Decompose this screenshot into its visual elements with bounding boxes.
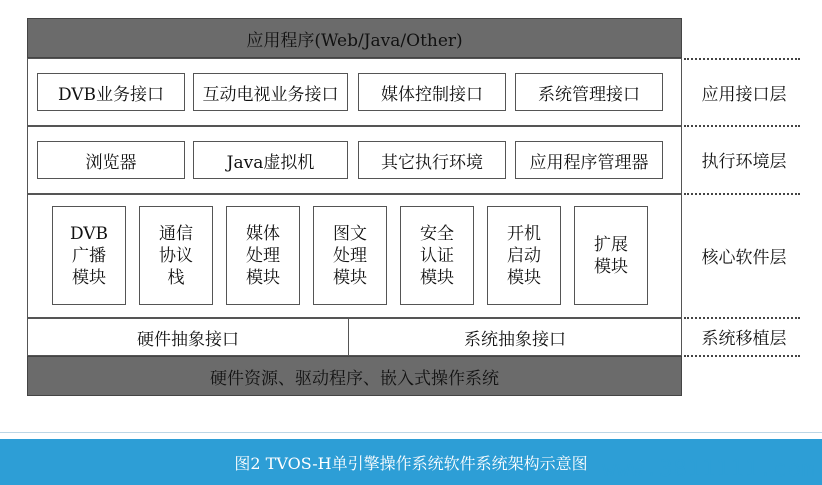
hardware-os-label: 硬件资源、驱动程序、嵌入式操作系统 bbox=[210, 368, 499, 389]
exec-browser bbox=[37, 141, 185, 179]
exec-item-label: 浏览器 bbox=[85, 152, 137, 173]
exec-java-vm bbox=[193, 141, 348, 179]
api-item-label: DVB业务接口 bbox=[57, 84, 165, 105]
port-item-label: 硬件抽象接口 bbox=[137, 329, 239, 350]
application-layer-label: 应用程序(Web/Java/Other) bbox=[246, 30, 463, 51]
exec-item-label: Java虚拟机 bbox=[226, 152, 315, 173]
module-line: 广播 bbox=[71, 245, 106, 266]
layer-label-core bbox=[684, 195, 804, 315]
hardware-os-bar bbox=[27, 356, 682, 396]
module-line: 模块 bbox=[507, 267, 541, 288]
api-item-label: 系统管理接口 bbox=[538, 84, 640, 105]
core-module-security bbox=[400, 206, 474, 305]
module-line: 模块 bbox=[71, 267, 106, 288]
layer-label-text: 执行环境层 bbox=[701, 151, 787, 172]
application-layer-bar bbox=[27, 18, 682, 58]
core-module-graphics bbox=[313, 206, 387, 305]
module-line: 处理 bbox=[246, 245, 280, 266]
module-line: 安全 bbox=[420, 223, 454, 244]
api-media-control bbox=[358, 73, 506, 111]
caption-top-line bbox=[0, 432, 822, 433]
layer-label-text: 系统移植层 bbox=[701, 329, 787, 349]
api-dvb-service bbox=[37, 73, 185, 111]
module-line: 模块 bbox=[333, 267, 367, 288]
core-module-boot bbox=[487, 206, 561, 305]
exec-other-env bbox=[358, 141, 506, 179]
core-module-dvb-broadcast bbox=[52, 206, 126, 305]
module-line: 模块 bbox=[594, 256, 628, 277]
module-line: 开机 bbox=[507, 223, 541, 244]
module-line: 模块 bbox=[246, 267, 280, 288]
module-line: 通信 bbox=[159, 223, 193, 244]
module-line: 协议 bbox=[159, 245, 193, 266]
module-line: 启动 bbox=[507, 245, 541, 266]
exec-app-manager bbox=[515, 141, 663, 179]
port-item-label: 系统抽象接口 bbox=[464, 329, 566, 350]
watermark bbox=[600, 457, 816, 485]
exec-item-label: 其它执行环境 bbox=[381, 152, 483, 173]
api-item-label: 互动电视业务接口 bbox=[202, 84, 339, 105]
core-module-comm-stack bbox=[139, 206, 213, 305]
port-hardware-abstraction bbox=[27, 318, 349, 356]
api-interactive-tv bbox=[193, 73, 348, 111]
figure-caption: 图2 TVOS-H单引擎操作系统软件系统架构示意图 bbox=[234, 453, 588, 473]
layer-label-text: 应用接口层 bbox=[701, 84, 787, 105]
watermark-text: www.3811111.com bbox=[602, 457, 816, 482]
module-line: 栈 bbox=[167, 267, 185, 288]
port-system-abstraction bbox=[348, 318, 682, 356]
layer-label-text: 核心软件层 bbox=[701, 247, 787, 268]
core-module-media bbox=[226, 206, 300, 305]
module-line: DVB bbox=[69, 223, 109, 244]
api-system-management bbox=[515, 73, 663, 111]
core-module-extension bbox=[574, 206, 648, 305]
module-line: 处理 bbox=[333, 245, 367, 266]
layer-label-port bbox=[684, 319, 804, 354]
module-line: 模块 bbox=[420, 267, 454, 288]
api-item-label: 媒体控制接口 bbox=[381, 84, 483, 105]
module-line: 媒体 bbox=[246, 223, 280, 244]
module-line: 扩展 bbox=[594, 234, 628, 255]
exec-item-label: 应用程序管理器 bbox=[529, 152, 649, 173]
layer-label-exec bbox=[684, 127, 804, 191]
module-line: 认证 bbox=[420, 245, 454, 266]
module-line: 图文 bbox=[333, 223, 367, 244]
layer-label-api bbox=[684, 60, 804, 124]
separator-dots bbox=[684, 355, 800, 357]
